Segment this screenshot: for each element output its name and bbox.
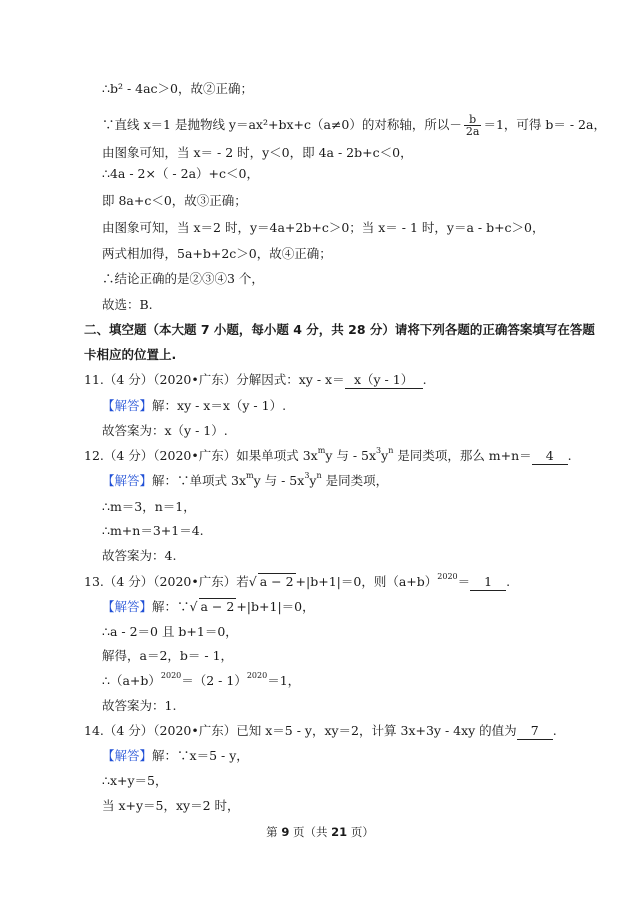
text-line: 故选：B. xyxy=(102,297,153,312)
fraction: $\frac{b}{2a}$ xyxy=(465,113,480,138)
solution-line: 故答案为：4. xyxy=(102,548,177,563)
text-line: 即 8a+c＜0，故③正确； xyxy=(102,193,247,208)
solution-line: 当 x+y＝5，xy＝2 时， xyxy=(102,798,240,813)
solution-line: 【解答】解：∵x＝5 - y， xyxy=(102,748,249,763)
solution-tag: 【解答】 xyxy=(102,748,153,763)
question-12-stem: 12.（4 分）（2020•广东）如果单项式 $3x^my$ 与 - $5x^3y^n$ 是同类项，那么 m+n＝ 4 . xyxy=(84,446,572,463)
page-footer: 第 9 页（共 21 页） xyxy=(266,825,374,839)
question-11-stem: 11.（4 分）（2020•广东）分解因式：xy - x＝ x（y - 1） . xyxy=(84,372,427,387)
section-heading: 二、填空题（本大题 7 小题，每小题 4 分，共 28 分）请将下列各题的正确答案填写在答题 xyxy=(84,322,595,337)
square-root: a − 2 xyxy=(200,599,235,614)
answer-blank: 4 xyxy=(532,448,568,465)
answer-blank: x（y - 1） xyxy=(345,372,423,389)
solution-line: 【解答】解：∵√ a − 2 +|b+1|＝0， xyxy=(102,599,315,614)
square-root: a − 2 xyxy=(259,574,294,589)
text-line: 两式相加得，5a+b+2c＞0，故④正确； xyxy=(102,246,332,261)
solution-line: ∴m+n＝3+1＝4. xyxy=(102,523,204,538)
question-14-stem: 14.（4 分）（2020•广东）已知 x＝5 - y，xy＝2，计算 3x+3y - 4xy 的值为 7 . xyxy=(84,723,557,738)
solution-line: 【解答】解：xy - x＝x（y - 1）. xyxy=(102,398,287,413)
solution-line: ∴a - 2＝0 且 b+1＝0， xyxy=(102,624,238,639)
text-line: 由图象可知，当 x＝ - 2 时，y＜0，即 4a - 2b+c＜0， xyxy=(102,145,413,160)
solution-line: 故答案为：1. xyxy=(102,698,177,713)
answer-blank: 7 xyxy=(517,723,553,740)
solution-line: 解得，a＝2，b＝ - 1， xyxy=(102,648,234,663)
text-line: ∵直线 x＝1 是抛物线 y＝ax²+bx+c（a≠0）的对称轴，所以－ $\frac{b}{2a}$ ＝1，可得 b＝ - 2a， xyxy=(102,113,606,138)
solution-line: ∴m＝3，n＝1， xyxy=(102,499,196,514)
solution-line: 故答案为：x（y - 1）. xyxy=(102,423,228,438)
solution-tag: 【解答】 xyxy=(102,398,153,413)
page-number: 9 xyxy=(281,825,290,839)
text-line: 由图象可知，当 x＝2 时，y＝4a+2b+c＞0；当 x＝ - 1 时，y＝a - b+c＞0， xyxy=(102,220,545,235)
solution-line: $\therefore(a+b)^{2020}=(2 - 1)^{2020}=1$， xyxy=(102,671,301,688)
solution-line: ∴x+y＝5， xyxy=(102,773,168,788)
solution-tag: 【解答】 xyxy=(102,599,153,614)
solution-tag: 【解答】 xyxy=(102,473,153,488)
text-line: ∴4a - 2×（ - 2a）+c＜0， xyxy=(102,166,259,181)
text-line: ∴b² - 4ac＞0，故②正确； xyxy=(102,81,253,96)
page-total: 21 xyxy=(331,825,348,839)
solution-line: 【解答】解：∵单项式 $3x^my$ 与 - $5x^3y^n$ 是同类项， xyxy=(102,471,389,488)
text-line: ∴结论正确的是②③④3 个， xyxy=(102,271,264,286)
answer-blank: 1 xyxy=(470,574,506,591)
question-13-stem: 13.（4 分）（2020•广东）若√ a − 2 +|b+1|＝0，则$(a+b)^{2020}= 1$ . xyxy=(84,572,511,589)
section-heading: 卡相应的位置上. xyxy=(84,347,177,362)
